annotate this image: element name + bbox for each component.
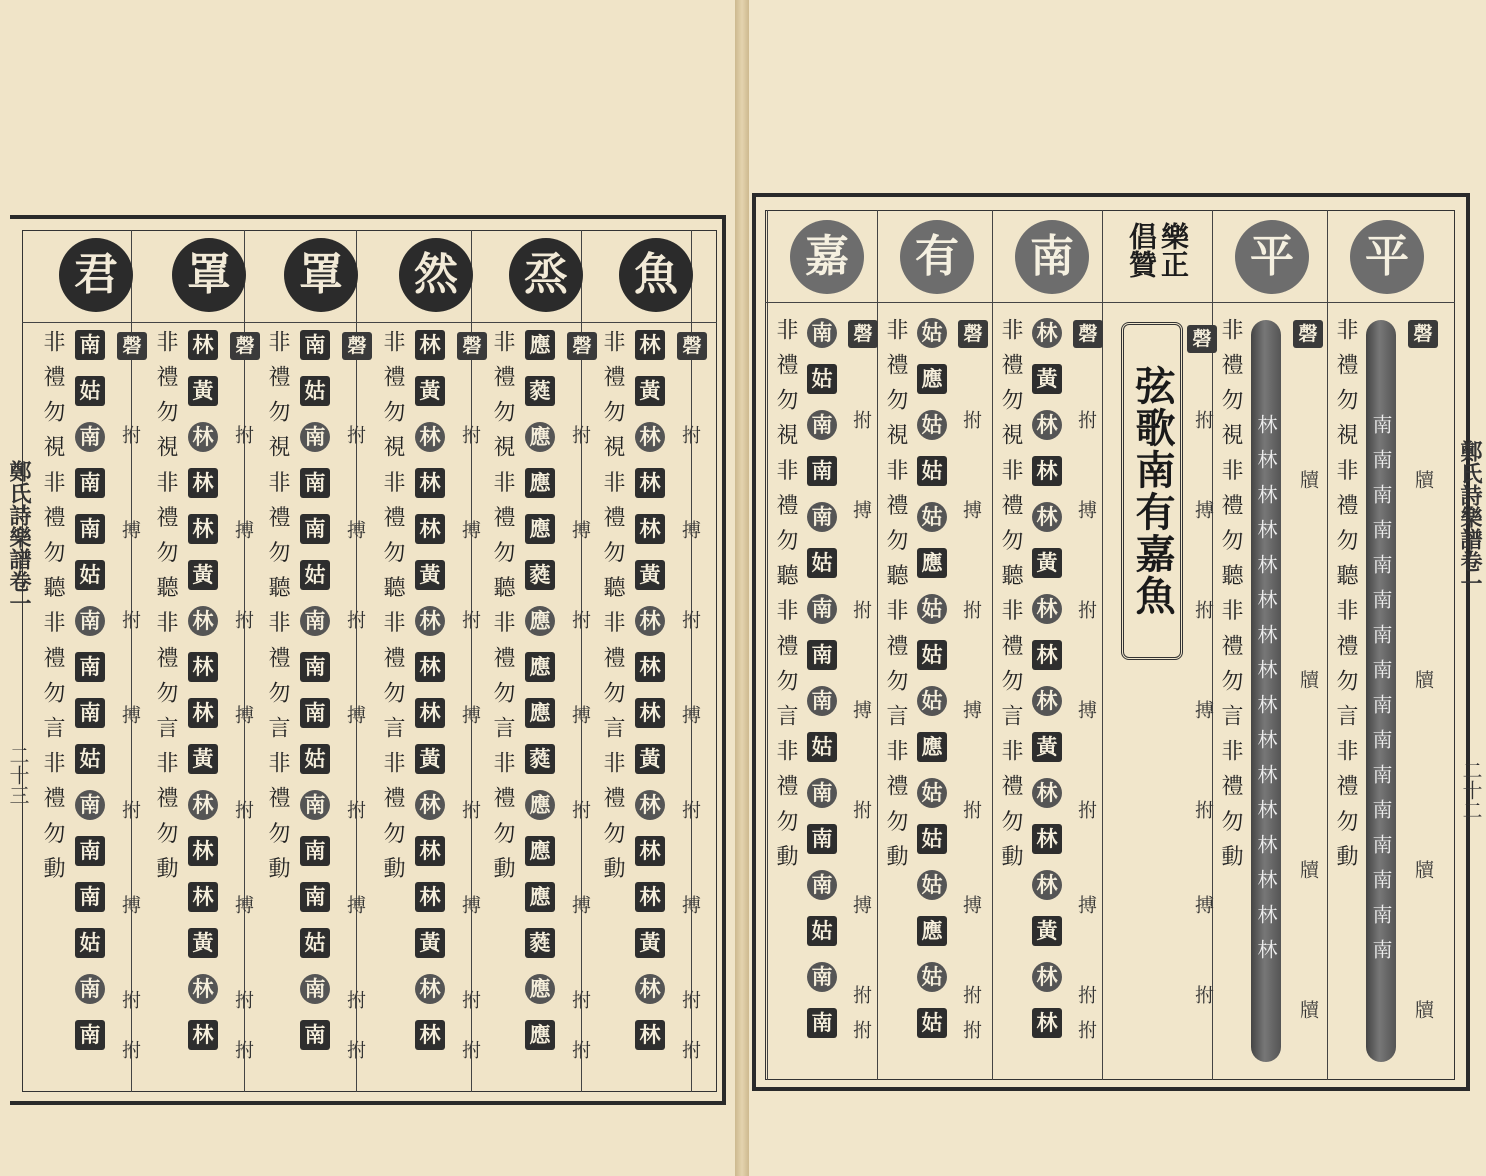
pitch-note: 南 [300,422,330,452]
pitch-note: 南 [75,882,105,912]
pitch-note: 林 [188,514,218,544]
percussion-mark: 搏 [960,700,982,719]
percussion-mark: 搏 [1075,895,1097,914]
pitch-note: 南 [75,836,105,866]
percussion-mark: 拊 [459,800,481,819]
percussion-mark: 拊 [679,610,701,629]
notes-column [807,318,837,1054]
pitch-note: 林 [1032,502,1062,532]
percussion-mark: 搏 [119,520,141,539]
notes-column [75,330,105,1066]
pitch-note: 林 [415,974,445,1004]
percussion-mark: 拊 [569,610,591,629]
pitch-note: 黃 [635,376,665,406]
pitch-note: 黃 [415,928,445,958]
pitch-note: 南 [75,468,105,498]
lyrics-column: 非禮勿視非禮勿聽非禮勿言非禮勿動 [490,330,515,892]
pitch-note: 黃 [1032,916,1062,946]
column-header-char: 魚 [619,238,693,312]
lyrics-column: 非禮勿視非禮勿聽非禮勿言非禮勿動 [265,330,290,892]
percussion-mark: 搏 [1075,500,1097,519]
pitch-note: 姑 [917,456,947,486]
pitch-note: 林 [415,790,445,820]
pitch-note: 南 [75,422,105,452]
pitch-note: 姑 [807,364,837,394]
percussion-mark: 拊 [232,800,254,819]
percussion-mark: 拊 [850,800,872,819]
percussion-mark: 拊 [850,1020,872,1039]
left-page-number: 二十三 [6,745,30,805]
percussion-mark: 拊 [1075,800,1097,819]
pitch-note: 南 [75,790,105,820]
pitch-note: 姑 [917,1008,947,1038]
pitch-note: 林 [1032,456,1062,486]
lyrics-column: 非禮勿視非禮勿聽非禮勿言非禮勿動 [600,330,625,892]
percussion-mark: 牘 [1297,470,1319,489]
percussion-mark: 搏 [850,895,872,914]
percussion-mark: 拊 [1192,410,1214,429]
lyrics-column: 非禮勿視非禮勿聽非禮勿言非禮勿動 [40,330,65,892]
percussion-mark: 搏 [960,895,982,914]
pitch-note: 黃 [188,376,218,406]
pitch-note: 南 [807,640,837,670]
pitch-note: 姑 [75,376,105,406]
pitch-note: 應 [917,732,947,762]
pitch-note: 應 [525,882,555,912]
pitch-note: 應 [525,790,555,820]
lyrics-column: 非禮勿視非禮勿聽非禮勿言非禮勿動 [773,318,798,880]
pitch-note: 南 [75,974,105,1004]
notes-column [635,330,665,1066]
pitch-note: 林 [1032,594,1062,624]
sustained-note-bar: 南南南南南南南南南南南南南南南南 [1366,320,1396,1062]
column-header-char: 君 [59,238,133,312]
pitch-note: 林 [635,698,665,728]
pitch-note: 林 [415,698,445,728]
pitch-note: 林 [635,606,665,636]
pitch-note: 林 [635,1020,665,1050]
pitch-note: 姑 [75,744,105,774]
percussion-mark: 拊 [344,800,366,819]
percussion-mark: 搏 [344,520,366,539]
pitch-note: 南 [75,698,105,728]
percussion-mark: 搏 [569,520,591,539]
pitch-note: 蕤 [525,376,555,406]
percussion-mark: 拊 [569,1040,591,1059]
pitch-note: 林 [635,882,665,912]
pitch-note: 黃 [1032,548,1062,578]
percussion-mark: 拊 [119,610,141,629]
notes-column [415,330,445,1066]
pitch-note: 林 [188,330,218,360]
column-header-char: 有 [900,220,974,294]
percussion-mark: 搏 [459,895,481,914]
lyrics-column: 非禮勿視非禮勿聽非禮勿言非禮勿動 [153,330,178,892]
percussion-mark: 搏 [569,705,591,724]
pitch-note: 姑 [917,594,947,624]
pitch-note: 林 [188,606,218,636]
lyrics-column: 非禮勿視非禮勿聽非禮勿言非禮勿動 [380,330,405,892]
percussion-mark: 拊 [1192,800,1214,819]
pitch-note: 林 [188,698,218,728]
pitch-note: 姑 [917,870,947,900]
percussion-mark: 拊 [232,990,254,1009]
percussion-mark: 牘 [1297,1000,1319,1019]
pitch-note: 姑 [807,732,837,762]
percussion-mark: 牘 [1412,1000,1434,1019]
pitch-note: 林 [415,330,445,360]
pitch-note: 林 [635,652,665,682]
percussion-mark: 搏 [119,705,141,724]
pitch-note: 應 [525,836,555,866]
pitch-note: 林 [635,514,665,544]
pitch-note: 黃 [188,744,218,774]
percussion-mark: 拊 [1075,985,1097,1004]
pitch-note: 南 [300,974,330,1004]
percussion-mark: 搏 [344,895,366,914]
sustained-note-bar: 林林林林林林林林林林林林林林林林 [1251,320,1281,1062]
pitch-note: 應 [917,916,947,946]
lyrics-column: 非禮勿視非禮勿聽非禮勿言非禮勿動 [998,318,1023,880]
pitch-note: 林 [415,606,445,636]
percussion-mark: 牘 [1297,670,1319,689]
percussion-mark: 搏 [960,500,982,519]
pitch-note: 蕤 [525,560,555,590]
left-margin-title: 鄭氏詩樂譜卷一 [6,460,32,614]
pitch-note: 姑 [300,560,330,590]
pitch-note: 林 [1032,1008,1062,1038]
column-header-char: 平 [1235,220,1309,294]
percussion-mark: 牘 [1412,470,1434,489]
pitch-note: 南 [300,836,330,866]
percussion-mark: 拊 [459,425,481,444]
percussion-mark: 拊 [232,1040,254,1059]
pitch-note: 林 [188,1020,218,1050]
pitch-note: 林 [415,1020,445,1050]
qing-mark: 磬 [457,332,487,360]
pitch-note: 林 [1032,962,1062,992]
pitch-note: 林 [188,836,218,866]
percussion-mark: 搏 [232,705,254,724]
percussion-mark: 拊 [344,1040,366,1059]
column-header-char: 南 [1015,220,1089,294]
pitch-note: 姑 [807,548,837,578]
pitch-note: 應 [525,1020,555,1050]
percussion-mark: 牘 [1412,670,1434,689]
pitch-note: 南 [300,468,330,498]
pitch-note: 林 [635,836,665,866]
pitch-note: 姑 [917,778,947,808]
percussion-mark: 牘 [1412,860,1434,879]
pitch-note: 姑 [75,928,105,958]
notes-column [525,330,555,1066]
pitch-note: 姑 [75,560,105,590]
column-header-char: 然 [399,238,473,312]
pitch-note: 南 [300,514,330,544]
percussion-mark: 拊 [344,425,366,444]
pitch-note: 姑 [917,502,947,532]
lyrics-column: 非禮勿視非禮勿聽非禮勿言非禮勿動 [1218,318,1243,880]
pitch-note: 黃 [188,928,218,958]
percussion-mark: 拊 [569,990,591,1009]
percussion-mark: 搏 [232,895,254,914]
percussion-mark: 拊 [850,985,872,1004]
pitch-note: 應 [525,468,555,498]
pitch-note: 應 [525,606,555,636]
percussion-mark: 搏 [569,895,591,914]
percussion-mark: 搏 [344,705,366,724]
column-header-char: 平 [1350,220,1424,294]
pitch-note: 林 [415,882,445,912]
percussion-mark: 拊 [119,800,141,819]
pitch-note: 林 [1032,410,1062,440]
pitch-note: 南 [300,330,330,360]
percussion-mark: 拊 [232,610,254,629]
pitch-note: 南 [300,1020,330,1050]
pitch-note: 林 [415,514,445,544]
percussion-mark: 牘 [1297,860,1319,879]
percussion-mark: 搏 [850,700,872,719]
pitch-note: 應 [525,974,555,1004]
column-header-char: 罩 [284,238,358,312]
pitch-note: 黃 [415,376,445,406]
pitch-note: 林 [188,882,218,912]
qing-mark: 磬 [567,332,597,360]
column-header-char: 罩 [172,238,246,312]
pitch-note: 南 [807,870,837,900]
percussion-mark: 拊 [1192,600,1214,619]
pitch-note: 黃 [188,560,218,590]
notes-column [1032,318,1062,1054]
pitch-note: 應 [525,514,555,544]
qing-mark: 磬 [1408,320,1438,348]
percussion-mark: 拊 [119,990,141,1009]
song-title: 弦歌南有嘉魚 [1121,322,1183,660]
pitch-note: 應 [525,698,555,728]
pitch-note: 南 [300,698,330,728]
percussion-mark: 搏 [1192,895,1214,914]
pitch-note: 黃 [635,560,665,590]
percussion-mark: 拊 [119,1040,141,1059]
percussion-mark: 搏 [850,500,872,519]
right-page-number: 二十二 [1459,760,1483,820]
pitch-note: 黃 [635,744,665,774]
pitch-note: 南 [75,514,105,544]
notes-column [188,330,218,1066]
pitch-note: 蕤 [525,744,555,774]
right-margin-title: 鄭氏詩樂譜卷一 [1457,440,1483,594]
pitch-note: 林 [635,790,665,820]
pitch-note: 黃 [1032,364,1062,394]
percussion-mark: 拊 [1075,410,1097,429]
percussion-mark: 拊 [569,800,591,819]
percussion-mark: 拊 [679,1040,701,1059]
pitch-note: 林 [415,836,445,866]
qing-mark: 磬 [958,320,988,348]
percussion-mark: 拊 [850,410,872,429]
percussion-mark: 拊 [1192,985,1214,1004]
pitch-note: 黃 [415,560,445,590]
pitch-note: 南 [75,652,105,682]
pitch-note: 林 [1032,640,1062,670]
pitch-note: 林 [415,652,445,682]
percussion-mark: 拊 [960,410,982,429]
pitch-note: 林 [1032,824,1062,854]
qing-mark: 磬 [230,332,260,360]
pitch-note: 南 [75,330,105,360]
pitch-note: 南 [807,1008,837,1038]
pitch-note: 應 [525,422,555,452]
pitch-note: 南 [807,778,837,808]
pitch-note: 南 [300,790,330,820]
pitch-note: 黃 [1032,732,1062,762]
pitch-note: 林 [188,790,218,820]
qing-mark: 磬 [1187,325,1217,353]
column-header-char: 嘉 [790,220,864,294]
pitch-note: 南 [300,606,330,636]
pitch-note: 南 [807,456,837,486]
percussion-mark: 拊 [459,610,481,629]
percussion-mark: 拊 [1075,1020,1097,1039]
notes-column [917,318,947,1054]
pitch-note: 林 [635,974,665,1004]
pitch-note: 黃 [415,744,445,774]
qing-mark: 磬 [342,332,372,360]
percussion-mark: 拊 [119,425,141,444]
percussion-mark: 搏 [119,895,141,914]
qing-mark: 磬 [1293,320,1323,348]
percussion-mark: 搏 [232,520,254,539]
qing-mark: 磬 [848,320,878,348]
pitch-note: 姑 [917,640,947,670]
percussion-mark: 拊 [960,800,982,819]
pitch-note: 南 [75,1020,105,1050]
notes-column [300,330,330,1066]
percussion-mark: 拊 [1075,600,1097,619]
percussion-mark: 拊 [679,990,701,1009]
percussion-mark: 搏 [1192,500,1214,519]
pitch-note: 姑 [300,744,330,774]
pitch-note: 林 [635,468,665,498]
pitch-note: 林 [188,468,218,498]
qing-mark: 磬 [1073,320,1103,348]
percussion-mark: 搏 [679,895,701,914]
pitch-note: 林 [1032,318,1062,348]
pitch-note: 黃 [635,928,665,958]
percussion-mark: 拊 [960,985,982,1004]
percussion-mark: 拊 [459,1040,481,1059]
pitch-note: 南 [807,502,837,532]
pitch-note: 應 [917,364,947,394]
pitch-note: 姑 [917,318,947,348]
pitch-note: 南 [807,824,837,854]
percussion-mark: 拊 [569,425,591,444]
percussion-mark: 搏 [459,520,481,539]
book-gutter [735,0,749,1176]
pitch-note: 應 [525,330,555,360]
percussion-mark: 拊 [459,990,481,1009]
pitch-note: 姑 [917,686,947,716]
pitch-note: 姑 [917,824,947,854]
pitch-note: 林 [188,422,218,452]
percussion-mark: 搏 [1075,700,1097,719]
pitch-note: 南 [75,606,105,636]
pitch-note: 南 [300,652,330,682]
column-header-text: 樂正倡贊 [1125,222,1190,278]
pitch-note: 蕤 [525,928,555,958]
pitch-note: 南 [807,594,837,624]
pitch-note: 南 [807,318,837,348]
column-header-char: 烝 [509,238,583,312]
pitch-note: 林 [1032,686,1062,716]
pitch-note: 林 [635,422,665,452]
pitch-note: 南 [807,410,837,440]
pitch-note: 南 [807,962,837,992]
qing-mark: 磬 [677,332,707,360]
pitch-note: 姑 [807,916,837,946]
percussion-mark: 拊 [850,600,872,619]
pitch-note: 林 [188,974,218,1004]
percussion-mark: 拊 [960,1020,982,1039]
pitch-note: 林 [188,652,218,682]
percussion-mark: 搏 [1192,700,1214,719]
percussion-mark: 拊 [679,425,701,444]
percussion-mark: 拊 [679,800,701,819]
pitch-note: 林 [1032,870,1062,900]
percussion-mark: 搏 [679,705,701,724]
pitch-note: 姑 [917,410,947,440]
qing-mark: 磬 [117,332,147,360]
pitch-note: 姑 [917,962,947,992]
pitch-note: 林 [635,330,665,360]
percussion-mark: 拊 [344,990,366,1009]
pitch-note: 應 [917,548,947,578]
pitch-note: 應 [525,652,555,682]
pitch-note: 林 [415,468,445,498]
percussion-mark: 拊 [344,610,366,629]
lyrics-column: 非禮勿視非禮勿聽非禮勿言非禮勿動 [1333,318,1358,880]
percussion-mark: 拊 [232,425,254,444]
percussion-mark: 拊 [960,600,982,619]
percussion-mark: 搏 [679,520,701,539]
pitch-note: 姑 [300,376,330,406]
percussion-mark: 搏 [459,705,481,724]
pitch-note: 南 [807,686,837,716]
pitch-note: 林 [1032,778,1062,808]
pitch-note: 南 [300,882,330,912]
lyrics-column: 非禮勿視非禮勿聽非禮勿言非禮勿動 [883,318,908,880]
pitch-note: 姑 [300,928,330,958]
pitch-note: 林 [415,422,445,452]
